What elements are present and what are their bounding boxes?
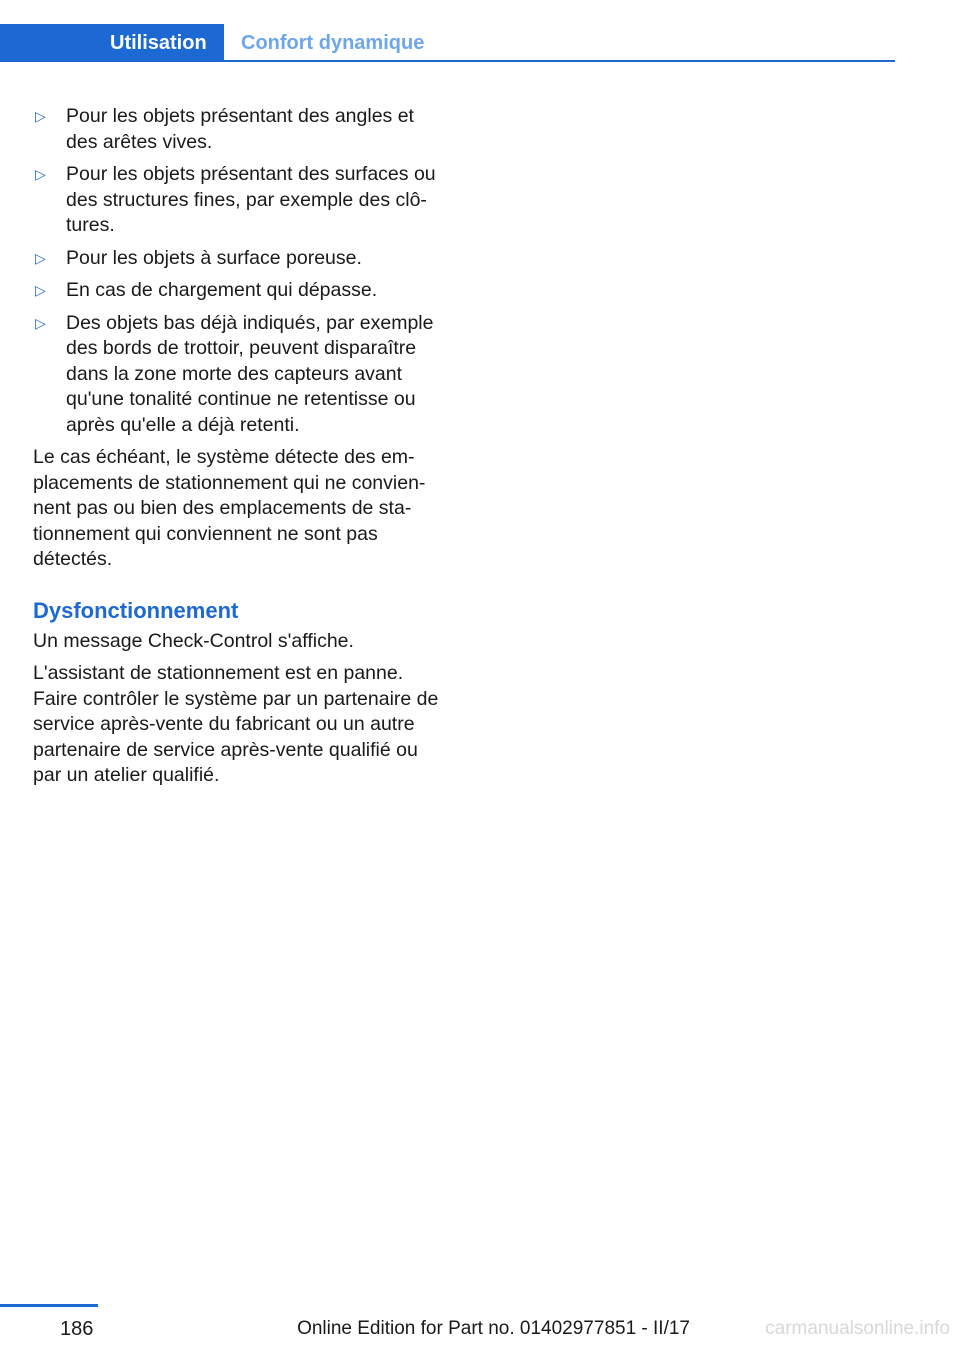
paragraph-line: Faire contrôler le système par un partenaire de <box>33 687 439 710</box>
header-divider <box>0 60 895 62</box>
list-item-text: Pour les objets à surface poreuse. <box>66 246 362 269</box>
watermark: carmanualsonline.info <box>765 1318 950 1339</box>
paragraph-check-control <box>33 629 453 655</box>
paragraph-line: Le cas échéant, le système détecte des em‐ <box>33 446 415 468</box>
list-item <box>33 162 453 239</box>
triangle-bullet-icon: ▷ <box>35 282 46 298</box>
list-item <box>33 246 453 272</box>
triangle-bullet-icon: ▷ <box>35 108 46 124</box>
triangle-bullet-icon: ▷ <box>35 249 46 266</box>
list-item-text: des structures fines, par exemple des clô‐ <box>66 188 427 211</box>
list-item-text: Des objets bas déjà indiqués, par exemple <box>66 311 434 334</box>
list-item-text: En cas de chargement qui dépasse. <box>66 279 378 301</box>
paragraph-line: service après-vente du fabricant ou un autre <box>33 713 415 735</box>
list-item-text: des bords de trottoir, peuvent disparaître <box>66 337 417 359</box>
list-item-text: des arêtes vives. <box>66 130 213 153</box>
list-item-text: Pour les objets présentant des surfaces ou <box>66 163 436 185</box>
tab-utilisation[interactable]: Utilisation <box>0 24 224 62</box>
paragraph-line: nent pas ou bien des emplacements de sta‐ <box>33 497 412 519</box>
triangle-bullet-icon: ▷ <box>35 166 46 182</box>
main-content <box>33 104 453 796</box>
list-item <box>33 104 453 155</box>
triangle-bullet-icon: ▷ <box>35 314 46 331</box>
paragraph-line: Un message Check-Control s'affiche. <box>33 629 354 652</box>
list-item-text: qu'une tonalité continue ne retentisse ou <box>66 388 416 410</box>
bullet-list <box>33 104 453 438</box>
paragraph-line: placements de stationnement qui ne convien‐ <box>33 471 426 494</box>
page-header <box>0 0 895 62</box>
list-item-text: Pour les objets présentant des angles et <box>66 105 414 127</box>
list-item-text: après qu'elle a déjà retenti. <box>66 413 300 436</box>
tab-confort-dynamique[interactable]: Confort dynamique <box>241 32 425 54</box>
list-item <box>33 278 453 304</box>
list-item <box>33 311 453 439</box>
section-heading: Dysfonctionnement <box>33 597 239 623</box>
edition-label: Online Edition for Part no. 01402977851 - II/17 <box>297 1318 690 1339</box>
paragraph-line: partenaire de service après-vente qualifié ou <box>33 738 418 761</box>
list-item-text: dans la zone morte des capteurs avant <box>66 362 403 385</box>
footer-divider <box>0 1304 98 1307</box>
paragraph-line: par un atelier qualifié. <box>33 764 220 786</box>
paragraph-parking-detection <box>33 445 453 573</box>
list-item-text: tures. <box>66 214 115 236</box>
page-number: 186 <box>60 1318 94 1340</box>
paragraph-line: détectés. <box>33 548 113 570</box>
paragraph-line: L'assistant de stationnement est en panne. <box>33 662 404 684</box>
paragraph-line: tionnement qui conviennent ne sont pas <box>33 522 378 545</box>
paragraph-malfunction <box>33 661 453 789</box>
